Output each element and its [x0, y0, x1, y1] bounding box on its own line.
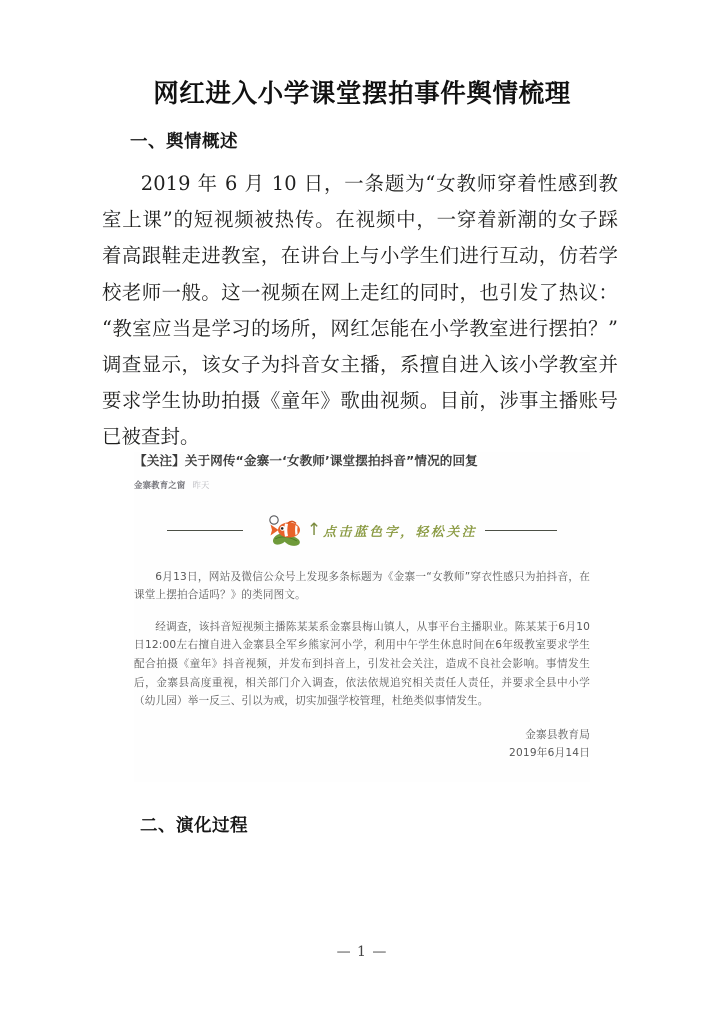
clownfish-icon — [267, 514, 307, 548]
page-number-footer: — 1 — — [336, 944, 388, 960]
follow-banner-text: 点击蓝色字，轻松关注 — [323, 525, 478, 541]
section-heading-overview: 一、舆情概述 — [130, 132, 238, 152]
embedded-article-title: 【关注】关于网传“金寨一‘女教师’课堂摆拍抖音”情况的回复 — [134, 453, 478, 468]
page-title: 网红进入小学课堂摆拍事件舆情梳理 — [153, 79, 571, 109]
embedded-article-byline — [134, 479, 590, 491]
banner-rule-left — [167, 530, 243, 531]
overview-paragraph: 2019 年 6 月 10 日，一条题为“女教师穿着性感到教室上课”的短视频被热传。在视频中，一穿着新潮的女子踩着高跟鞋走进教室，在讲台上与小学生们进行互动，仿若学校老师一般。这一视频在网上走红的同时，也引发了热议：“教室应当是学习的场所，网红怎能在小学教室进行摆拍？”调查显示，该女子为抖音女主播，系擅自进入该小学教室并要求学生协助拍摄《童年》歌曲视频。目前，涉事主播账号已被查封。 — [102, 172, 618, 449]
banner-rule-right — [485, 530, 557, 531]
embedded-signature — [134, 726, 590, 763]
article-timestamp: 昨天 — [192, 479, 210, 490]
section-heading-evolution: 二、演化过程 — [140, 816, 248, 836]
signature-organization: 金寨县教育局 — [525, 728, 590, 741]
up-arrow-icon: ↑ — [306, 520, 322, 541]
embedded-paragraph-2: 经调查，该抖音短视频主播陈某某系金寨县梅山镇人，从事平台主播职业。陈某某于6月10日12:00左右擅自进入金寨县全军乡熊家河小学，利用中午学生休息时间在6年级教室要求学生配合拍摄《童年》抖音视频，并发布到抖音上，引发社会关注，造成不良社会影响。事情发生后，金寨县高度重视，相关部门介入调查，依法依规追究相关责任人责任，并要求全县中小学（幼儿园）举一反三、引以为戒，切实加强学校管理，杜绝类似事情发生。 — [134, 620, 590, 708]
follow-banner — [134, 511, 590, 551]
wechat-account-name: 金寨教育之窗 — [134, 479, 186, 490]
embedded-paragraph-1: 6月13日，网站及微信公众号上发现多条标题为《金寨一“女教师”穿衣性感只为拍抖音，在课堂上摆拍合适吗？》的类同图文。 — [134, 570, 590, 602]
embedded-wechat-screenshot — [134, 452, 590, 782]
signature-date: 2019年6月14日 — [509, 747, 590, 760]
